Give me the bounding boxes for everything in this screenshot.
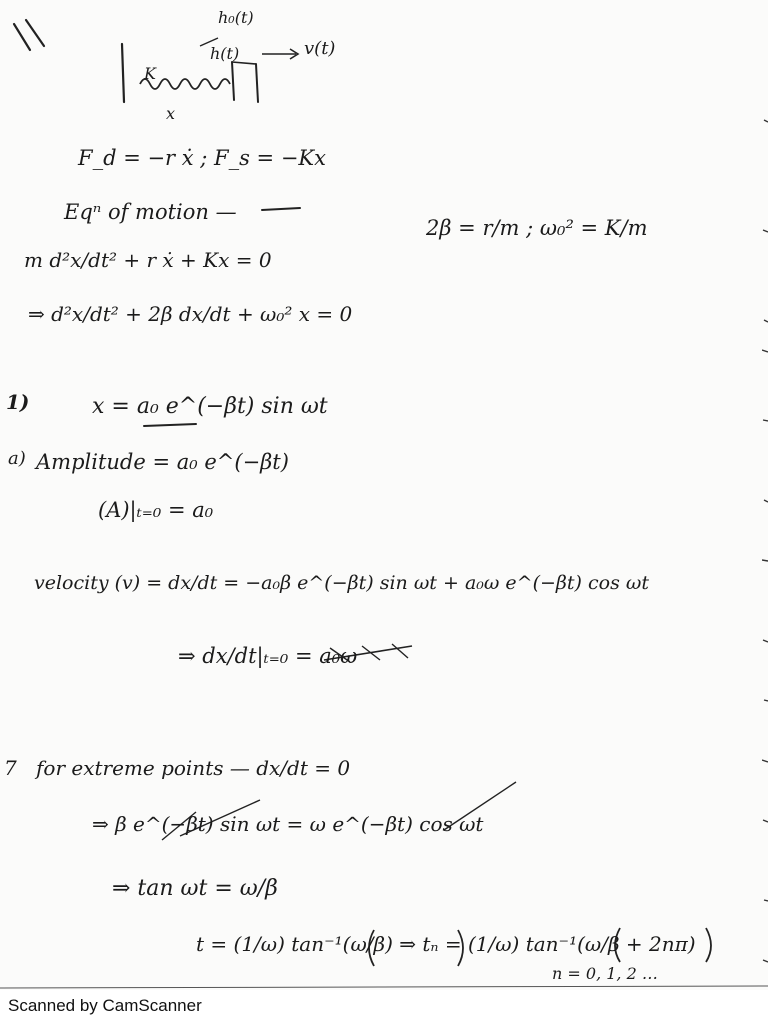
x-label: x (166, 104, 176, 123)
eqn-standard-form: ⇒ d²x/dt² + 2β dx/dt + ω₀² x = 0 (28, 302, 353, 326)
k-label: K (144, 64, 156, 83)
eqn-motion: m d²x/dt² + r ẋ + Kx = 0 (24, 248, 272, 272)
amplitude-definition: Amplitude = a₀ e^(−βt) (36, 450, 289, 474)
n-values: n = 0, 1, 2 … (552, 964, 658, 983)
forces-equation: F_d = −r ẋ ; F_s = −Kx (78, 146, 326, 170)
params-equation: 2β = r/m ; ω₀² = K/m (426, 216, 648, 240)
scanner-watermark-text: Scanned by CamScanner (8, 996, 202, 1015)
extreme-step-3: t = (1/ω) tan⁻¹(ω/β) ⇒ tₙ = (1/ω) tan⁻¹(ω/β + 2nπ) (196, 932, 696, 956)
solution-equation: x = a₀ e^(−βt) sin ωt (92, 394, 328, 419)
item1-marker: 1) (6, 390, 30, 414)
h0-label: h₀(t) (218, 8, 254, 27)
extreme-step-1: ⇒ β e^(−βt) sin ωt = ω e^(−βt) cos ωt (92, 812, 484, 836)
item2-marker: 7 (4, 756, 17, 780)
eqn-motion-title: Eqⁿ of motion — (64, 200, 237, 224)
extreme-points-condition: for extreme points — dx/dt = 0 (36, 756, 351, 780)
extreme-step-2: ⇒ tan ωt = ω/β (112, 876, 278, 901)
velocity-equation: velocity (v) = dx/dt = −a₀β e^(−βt) sin ωt + a₀ω e^(−βt) cos ωt (34, 572, 649, 594)
velocity-at-t0: ⇒ dx/dt|ₜ₌₀ = a₀ω (178, 644, 358, 668)
h-label: h(t) (210, 44, 240, 63)
v-label: v(t) (304, 38, 336, 59)
scan-edge-marks (762, 0, 768, 990)
amplitude-at-t0: (A)|ₜ₌₀ = a₀ (98, 498, 214, 522)
part-a-marker: a) (8, 448, 26, 469)
